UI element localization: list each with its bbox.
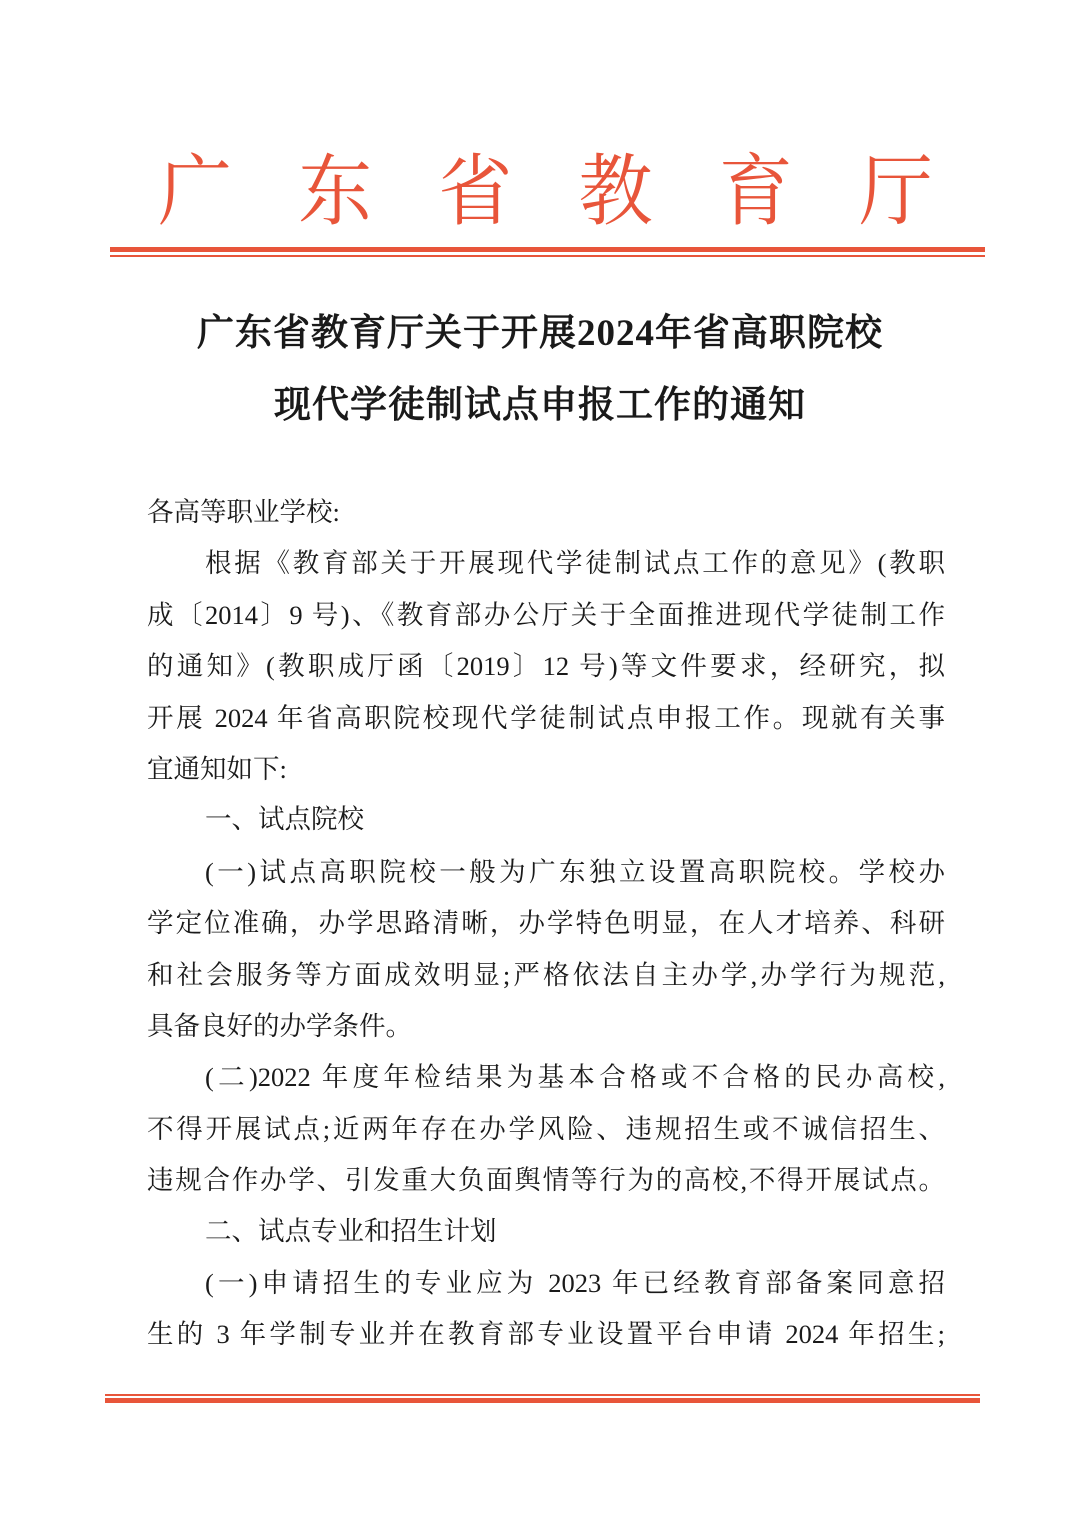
salutation: 各高等职业学校: bbox=[147, 497, 340, 527]
header-divider-thick bbox=[110, 247, 985, 252]
paragraph-line: 具备良好的办学条件。 bbox=[147, 1011, 412, 1041]
masthead-char: 厅 bbox=[858, 149, 933, 236]
masthead-char: 东 bbox=[298, 149, 373, 236]
paragraph-line: 学定位准确，办学思路清晰，办学特色明显，在人才培养、科研 bbox=[147, 908, 945, 939]
paragraph-line: 不得开展试点;近两年存在办学风险、违规招生或不诚信招生、 bbox=[147, 1113, 945, 1144]
paragraph-line: 宜通知如下: bbox=[147, 754, 287, 784]
footer-divider-thin bbox=[105, 1394, 980, 1396]
paragraph-line: (一)申请招生的专业应为 2023 年已经教育部备案同意招 bbox=[205, 1268, 945, 1298]
section-heading: 一、试点院校 bbox=[205, 804, 364, 836]
paragraph-line: 成〔2014〕9 号)、《教育部办公厅关于全面推进现代学徒制工作 bbox=[147, 599, 945, 630]
paragraph-line: (二)2022 年度年检结果为基本合格或不合格的民办高校, bbox=[205, 1062, 945, 1093]
paragraph-line: 的通知》(教职成厅函〔2019〕12 号)等文件要求，经研究，拟 bbox=[147, 651, 945, 682]
paragraph-line: 生的 3 年学制专业并在教育部专业设置平台申请 2024 年招生; bbox=[147, 1319, 945, 1350]
section-heading: 二、试点专业和招生计划 bbox=[205, 1215, 497, 1247]
masthead-char: 广 bbox=[158, 149, 232, 236]
paragraph-line: 根据《教育部关于开展现代学徒制试点工作的意见》(教职 bbox=[205, 548, 945, 579]
masthead-char: 教 bbox=[578, 149, 653, 236]
header-divider-thin bbox=[110, 255, 985, 257]
masthead-logo bbox=[158, 145, 933, 240]
paragraph-line: (一)试点高职院校一般为广东独立设置高职院校。学校办 bbox=[205, 856, 945, 887]
masthead-char: 省 bbox=[438, 149, 513, 236]
paragraph-line: 违规合作办学、引发重大负面舆情等行为的高校,不得开展试点。 bbox=[147, 1165, 945, 1196]
footer-divider-thick bbox=[105, 1398, 980, 1403]
document-title-line1: 广东省教育厅关于开展2024年省高职院校 bbox=[197, 313, 883, 354]
paragraph-line: 和社会服务等方面成效明显;严格依法自主办学,办学行为规范, bbox=[147, 959, 945, 990]
masthead-char: 育 bbox=[718, 149, 793, 236]
paragraph-line: 开展 2024 年省高职院校现代学徒制试点申报工作。现就有关事 bbox=[147, 702, 945, 733]
document-title-line2: 现代学徒制试点申报工作的通知 bbox=[274, 385, 806, 426]
